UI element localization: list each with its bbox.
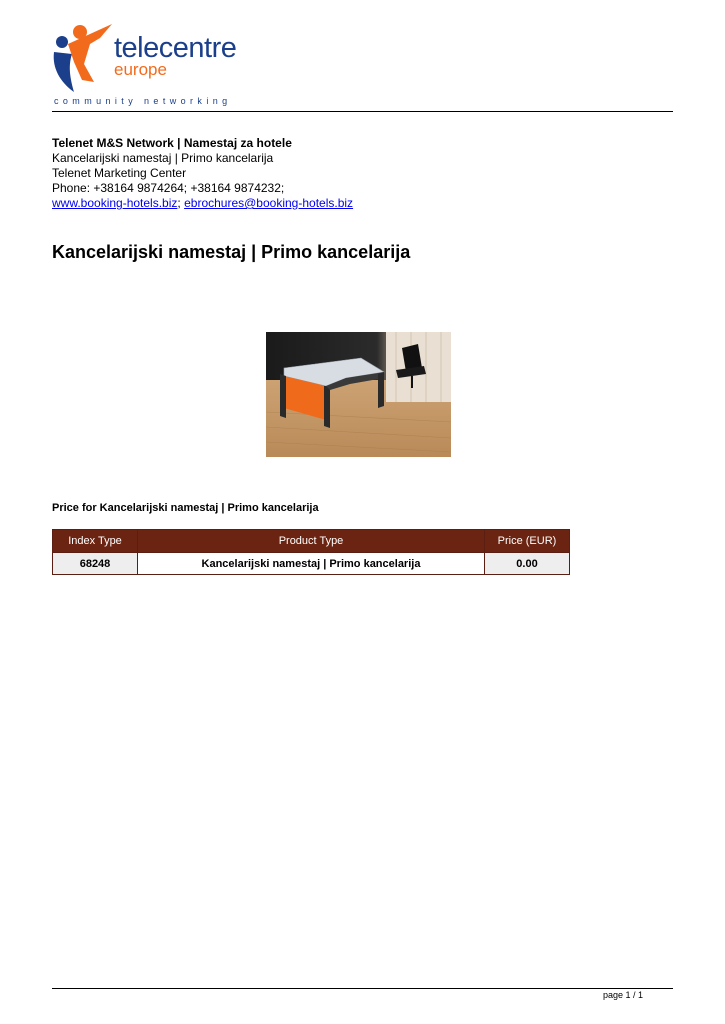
header-divider bbox=[52, 111, 673, 112]
footer-divider bbox=[52, 988, 673, 989]
logo-tagline: community networking bbox=[54, 96, 232, 106]
page-number: page 1 / 1 bbox=[602, 990, 643, 1000]
office-desk-image bbox=[266, 332, 451, 457]
logo-subtitle: europe bbox=[114, 60, 167, 79]
email-link[interactable]: ebrochures@booking-hotels.biz bbox=[184, 196, 354, 210]
phone-line: Phone: +38164 9874264; +38164 9874232; bbox=[52, 181, 285, 195]
column-header-product: Product Type bbox=[138, 530, 485, 553]
link-separator: ; bbox=[177, 196, 181, 210]
table-header-row bbox=[53, 530, 570, 553]
links-line bbox=[52, 196, 353, 211]
price-table bbox=[52, 529, 570, 575]
cell-product: Kancelarijski namestaj | Primo kancelarija bbox=[138, 553, 485, 575]
price-heading: Price for Kancelarijski namestaj | Primo kancelarija bbox=[52, 502, 319, 514]
telecentre-logo bbox=[50, 16, 237, 108]
center-line: Telenet Marketing Center bbox=[52, 166, 187, 180]
page-title: Kancelarijski namestaj | Primo kancelarija bbox=[52, 242, 411, 262]
column-header-price: Price (EUR) bbox=[485, 530, 570, 553]
table-row bbox=[53, 553, 570, 575]
company-line: Telenet M&S Network | Namestaj za hotele bbox=[52, 136, 292, 150]
product-image bbox=[266, 332, 451, 457]
contact-info bbox=[52, 136, 353, 211]
logo-title: telecentre bbox=[114, 32, 237, 64]
cell-price: 0.00 bbox=[485, 553, 570, 575]
website-link[interactable]: www.booking-hotels.biz bbox=[52, 196, 178, 210]
cell-index: 68248 bbox=[53, 553, 138, 575]
column-header-index: Index Type bbox=[53, 530, 138, 553]
product-line: Kancelarijski namestaj | Primo kancelarija bbox=[52, 151, 274, 165]
